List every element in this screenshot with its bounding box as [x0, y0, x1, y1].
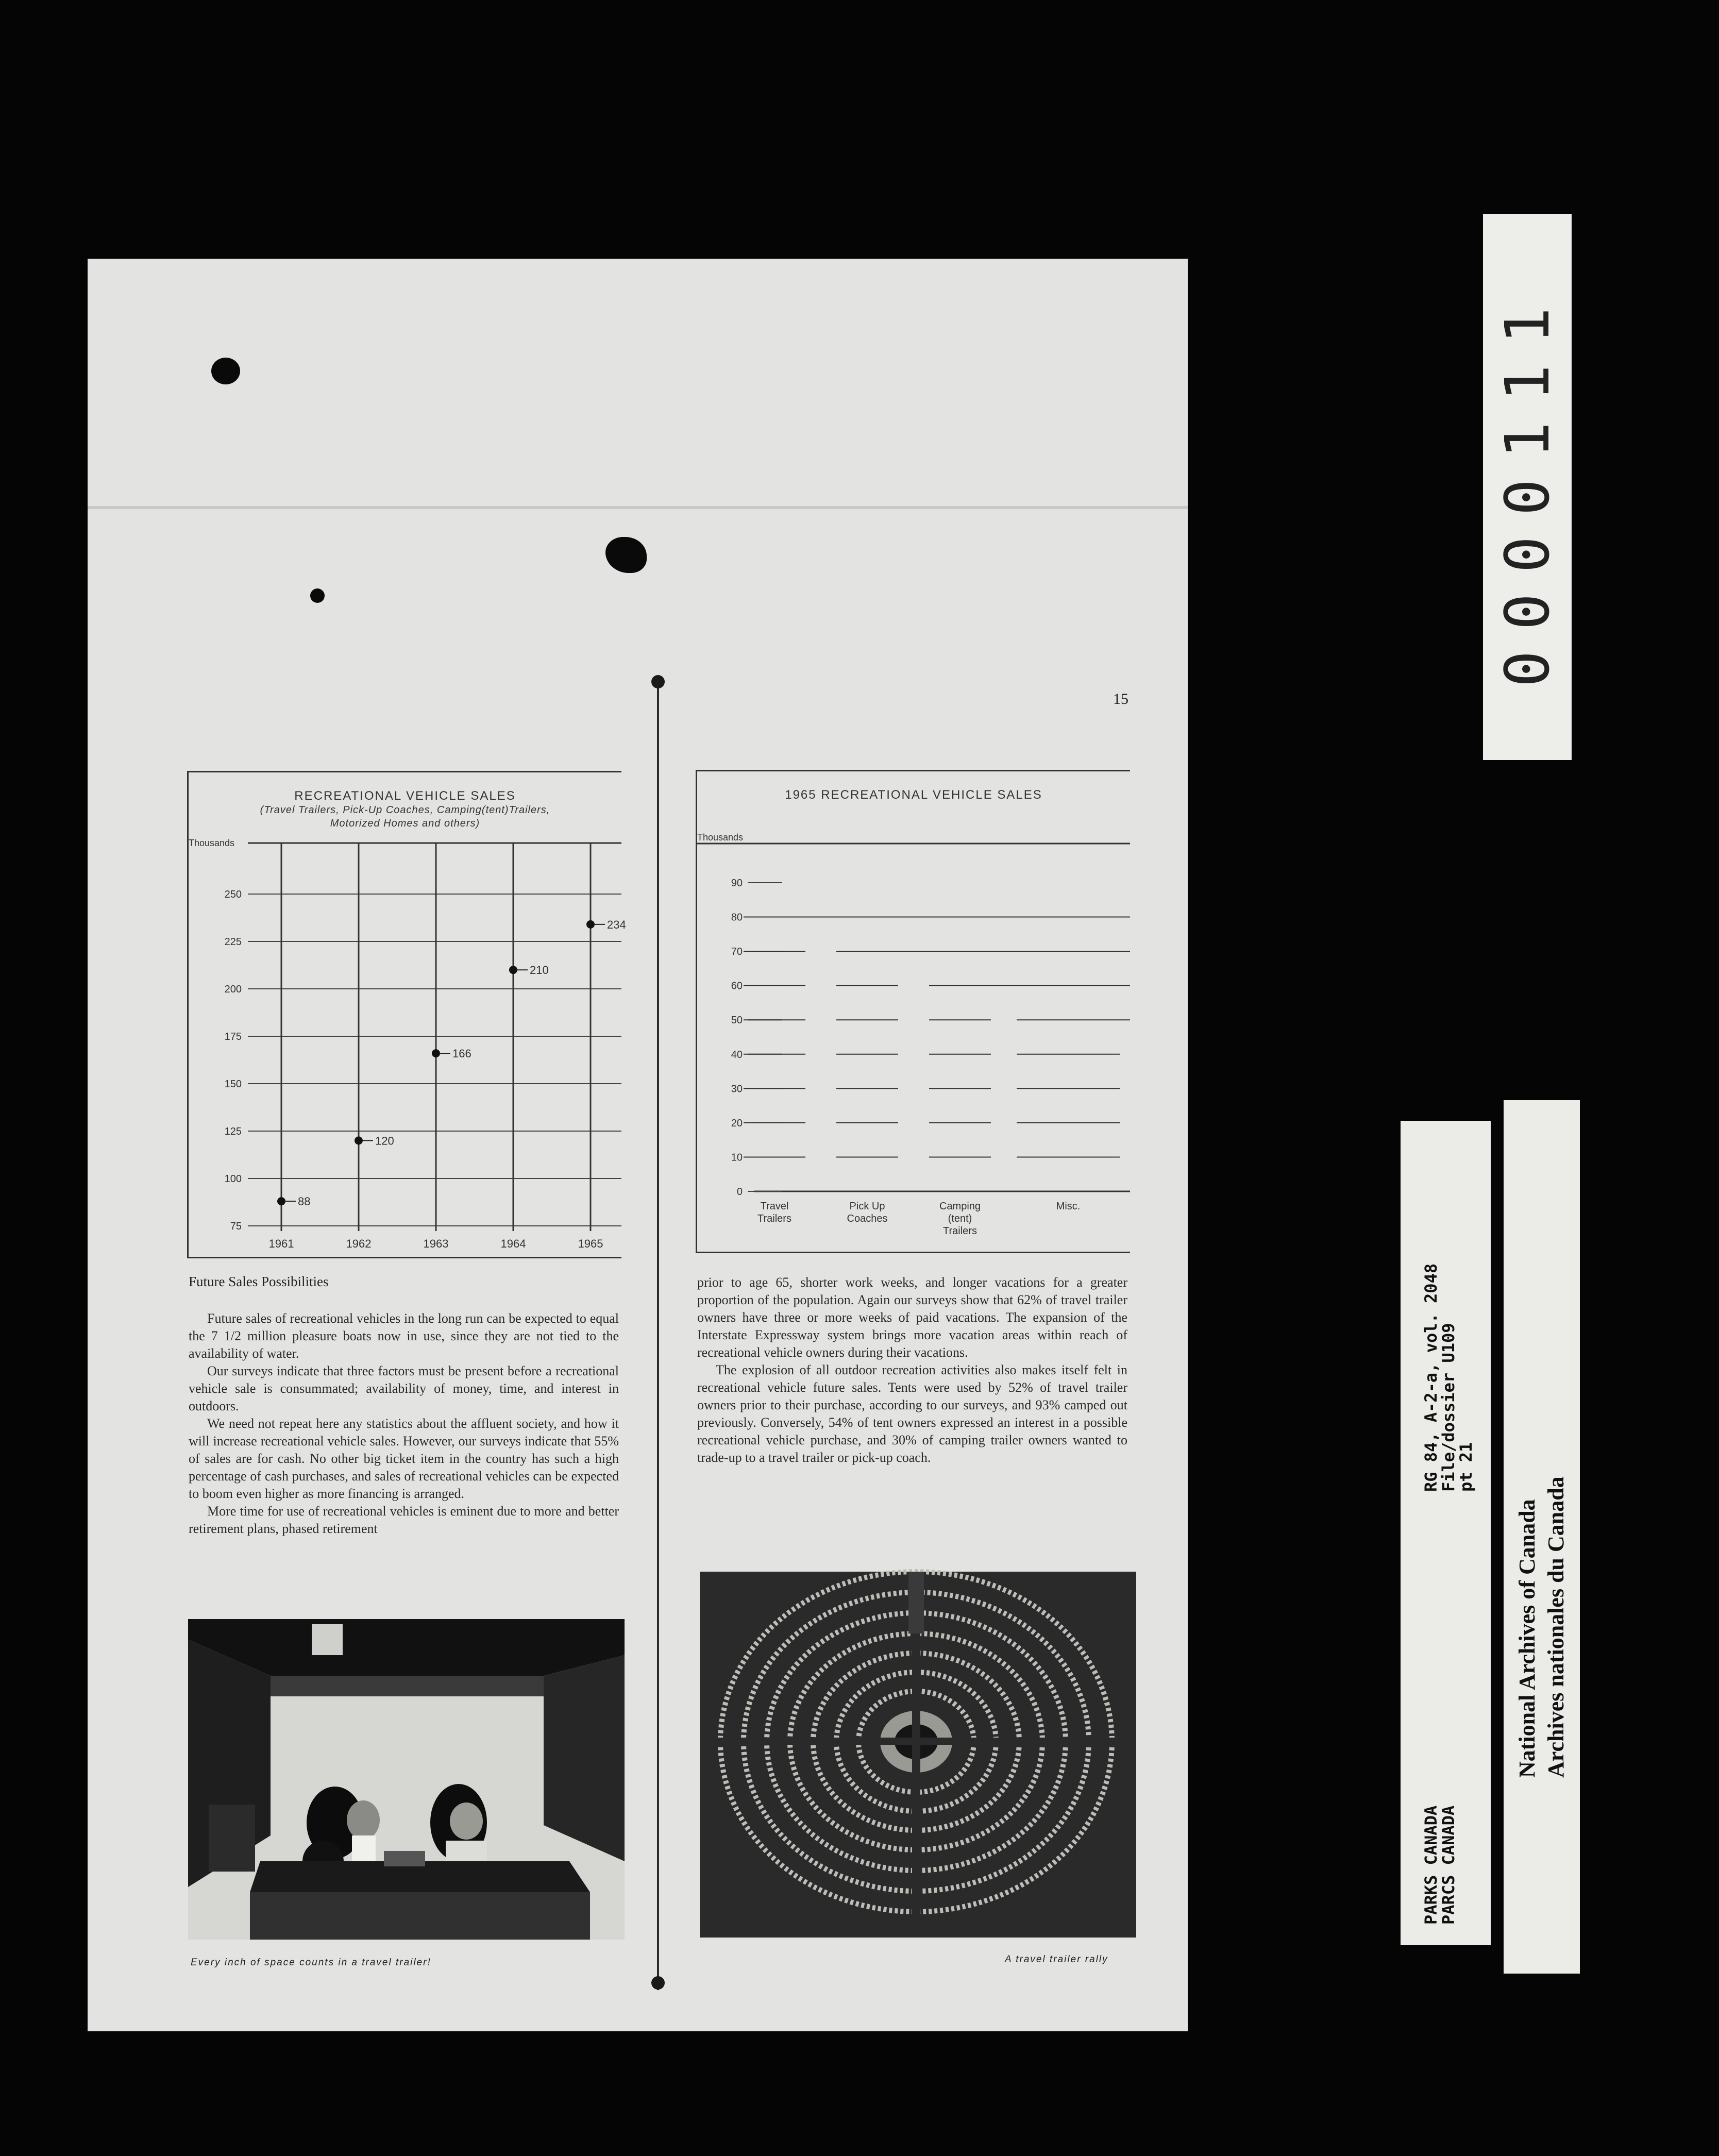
paragraph: The explosion of all outdoor recreation activities also makes itself felt in recreational vehicle future sales. Tents were used by 52% of travel trailer owners prior to their purchase, according to our surveys, and 93% camped out previously. Conversely, 54% of tent owners expressed an interest in a possible recreational vehicle purchase, and 30% of camping trailer owners wanted to trade-up to a travel trailer or pick-up coach.: [697, 1362, 1127, 1465]
photo-image: [700, 1572, 1136, 1938]
y-tick-label: 80: [731, 912, 743, 923]
part-number: pt 21: [1456, 1442, 1476, 1492]
category-label: (tent): [948, 1213, 972, 1224]
chart-plot-area: [697, 771, 1130, 1252]
ink-blot: [605, 537, 647, 573]
archives-name-en: National Archives of Canada: [1514, 1499, 1540, 1778]
paragraph: Our surveys indicate that three factors must be present before a recreational vehicle sale is consummated; availability of money, time, and interest in outdoors.: [189, 1363, 619, 1413]
paragraph: Future sales of recreational vehicles in the long run can be expected to equal the 7 1/2 million pleasure boats now in use, since they are not tied to the availability of water.: [189, 1311, 619, 1361]
photo-trailer-rally: [700, 1572, 1136, 1938]
y-axis-unit: Thousands: [189, 838, 235, 848]
x-tick-label: 1964: [500, 1237, 526, 1250]
y-tick-label: 50: [731, 1015, 743, 1026]
chart-plot-area: [189, 772, 626, 1257]
data-label: 88: [298, 1195, 311, 1208]
category-label: Coaches: [847, 1213, 888, 1224]
x-tick-label: 1962: [346, 1237, 372, 1250]
data-label: 120: [375, 1134, 394, 1148]
category-label: Travel: [760, 1201, 789, 1212]
data-label: 166: [452, 1047, 471, 1060]
y-tick-label: 75: [230, 1221, 242, 1232]
y-tick-label: 40: [731, 1049, 743, 1060]
data-point: [432, 1049, 440, 1057]
bar: [836, 951, 898, 1191]
photo-image: [188, 1619, 625, 1940]
bar: [1017, 1020, 1120, 1191]
data-label: 234: [607, 918, 626, 931]
paragraph: We need not repeat here any statistics about the affluent society, and how it will increase recreational vehicle sales. However, our surveys indicate that 55% of sales are for cash. No other big ticket item in the country has such a high percentage of cash purchases, and sales of recreational vehicles can be expected to boom even higher as more financing is arranged.: [189, 1416, 619, 1501]
y-tick-label: 70: [731, 946, 743, 958]
y-tick-label: 20: [731, 1117, 743, 1129]
y-tick-label: 250: [224, 889, 242, 900]
frame-counter: 0000111: [1492, 287, 1563, 687]
left-column-text: [189, 1310, 619, 1538]
ink-blot: [211, 358, 240, 384]
y-tick-label: 150: [224, 1079, 242, 1090]
photo-trailer-interior: [188, 1619, 625, 1940]
y-tick-label: 225: [224, 936, 242, 948]
frame-counter-strip: [1483, 214, 1572, 760]
y-tick-label: 10: [731, 1152, 743, 1164]
x-tick-label: 1965: [578, 1237, 603, 1250]
x-tick-label: 1963: [423, 1237, 449, 1250]
y-tick-label: 90: [731, 878, 743, 889]
data-point: [355, 1136, 363, 1144]
y-tick-label: 60: [731, 980, 743, 992]
archive-reference-label: [1401, 1121, 1491, 1945]
ink-blot: [310, 588, 325, 603]
x-tick-label: 1961: [268, 1237, 294, 1250]
data-point: [277, 1197, 285, 1205]
paragraph: prior to age 65, shorter work weeks, and longer vacations for a greater proportion of the population. Again our surveys show that 62% of travel trailer owners have three or more weeks of paid vacations. The expansion of the Interstate Expressway system brings more vacation areas within reach of recreational vehicle owners during their vacations.: [697, 1275, 1127, 1360]
category-label: Camping: [939, 1201, 981, 1212]
data-label: 210: [530, 964, 549, 977]
chart-1965-sales: [696, 770, 1130, 1253]
y-tick-label: 100: [224, 1173, 242, 1185]
category-label: Trailers: [943, 1225, 977, 1237]
y-tick-label: 125: [224, 1126, 242, 1137]
photo-caption: A travel trailer rally: [1005, 1954, 1108, 1965]
chart-title: 1965 RECREATIONAL VEHICLE SALES: [785, 788, 1042, 802]
chart-subtitle: (Travel Trailers, Pick-Up Coaches, Camping(tent)Trailers,: [260, 804, 550, 816]
document-page: [88, 259, 1188, 2031]
record-group: RG 84, A-2-a, vol. 2048: [1421, 1263, 1441, 1492]
photo-caption: Every inch of space counts in a travel trailer!: [191, 1957, 431, 1968]
chart-vehicle-sales: [187, 771, 626, 1258]
right-column-text: [697, 1274, 1127, 1467]
parks-canada-fr: PARCS CANADA: [1439, 1805, 1458, 1925]
y-tick-label: 0: [736, 1186, 743, 1198]
category-label: Trailers: [757, 1213, 791, 1224]
national-archives-label: [1504, 1100, 1580, 1974]
section-heading: Future Sales Possibilities: [189, 1274, 329, 1289]
column-divider: [657, 681, 659, 1990]
category-label: Misc.: [1056, 1201, 1081, 1212]
archives-name-fr: Archives nationales du Canada: [1543, 1476, 1569, 1778]
y-tick-label: 175: [224, 1031, 242, 1042]
file-number: File/dossier U109: [1439, 1323, 1458, 1492]
page-fold-line: [88, 506, 1188, 509]
y-tick-label: 30: [731, 1083, 743, 1095]
y-tick-label: 200: [224, 984, 242, 995]
category-label: Pick Up: [849, 1201, 885, 1212]
data-point: [586, 920, 595, 929]
data-point: [509, 966, 517, 974]
divider-dot-top: [651, 675, 665, 688]
paragraph: More time for use of recreational vehicles is eminent due to more and better retirement plans, phased retirement: [189, 1504, 619, 1536]
parks-canada-en: PARKS CANADA: [1421, 1805, 1441, 1925]
chart-title: RECREATIONAL VEHICLE SALES: [294, 789, 516, 803]
divider-dot-bottom: [651, 1976, 665, 1990]
chart-subtitle: Motorized Homes and others): [330, 818, 480, 829]
page-number: 15: [1113, 690, 1128, 708]
y-axis-unit: Thousands: [697, 832, 744, 843]
